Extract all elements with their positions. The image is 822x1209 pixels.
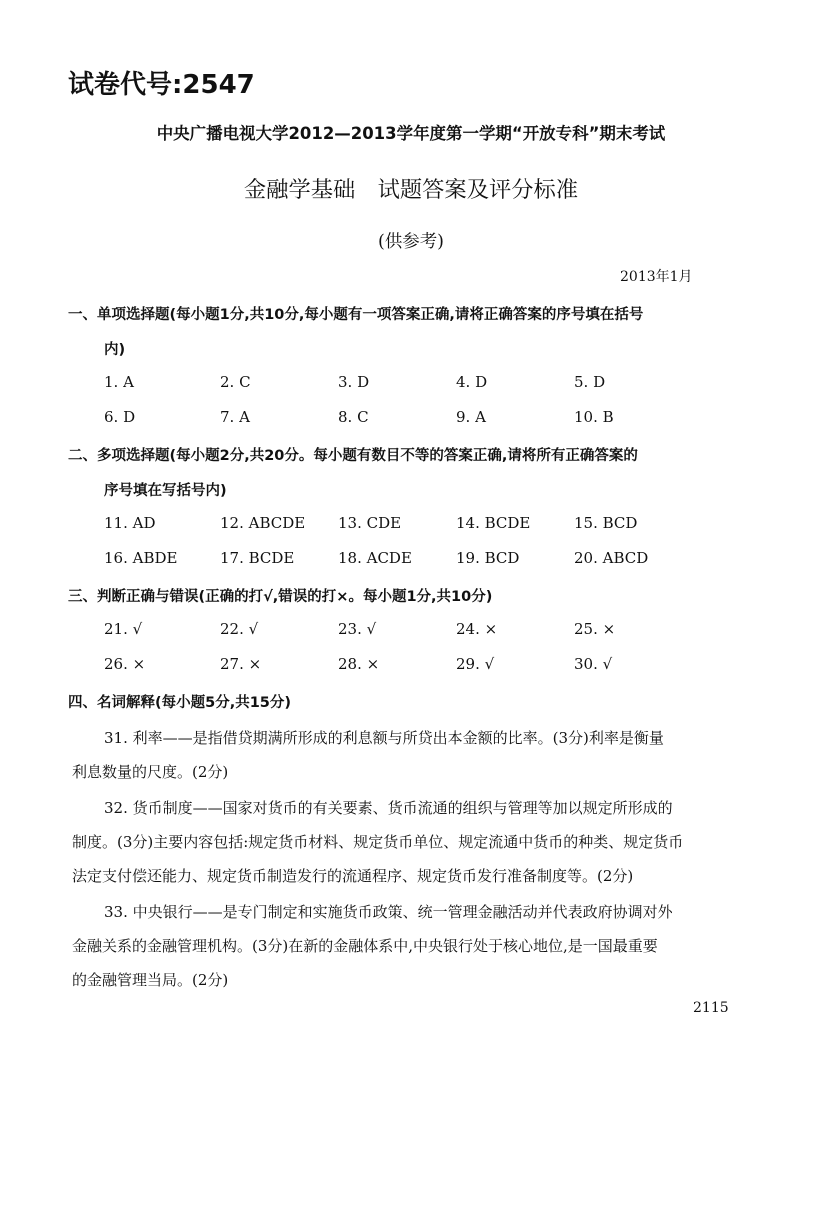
answer-cell: 7. A: [220, 408, 250, 426]
answer-cell: 4. D: [456, 373, 488, 391]
exam-date: 2013年1月: [620, 269, 693, 285]
definition-line: 31. 利率——是指借贷期满所形成的利息额与所贷出本金额的比率。(3分)利率是衡量: [104, 729, 664, 747]
section3-heading: 三、判断正确与错误(正确的打√,错误的打×。每小题1分,共10分): [68, 589, 493, 605]
answer-cell: 18. ACDE: [338, 549, 412, 567]
subject-title: 金融学基础 试题答案及评分标准: [243, 177, 579, 203]
answer-cell: 11. AD: [104, 514, 156, 532]
section2-heading-cont: 序号填在写括号内): [104, 483, 227, 499]
section2-heading: 二、多项选择题(每小题2分,共20分。每小题有数目不等的答案正确,请将所有正确答案的: [68, 448, 638, 464]
answer-cell: 29. √: [456, 655, 495, 673]
answer-cell: 16. ABDE: [104, 549, 178, 567]
answer-cell: 14. BCDE: [456, 514, 531, 532]
definition-line: 法定支付偿还能力、规定货币制造发行的流通程序、规定货币发行准备制度等。(2分): [72, 867, 634, 885]
definition-line: 32. 货币制度——国家对货币的有关要素、货币流通的组织与管理等加以规定所形成的: [104, 799, 673, 817]
answer-cell: 12. ABCDE: [220, 514, 306, 532]
answer-cell: 27. ×: [220, 655, 262, 673]
answer-cell: 3. D: [338, 373, 370, 391]
definition-line: 金融关系的金融管理机构。(3分)在新的金融体系中,中央银行处于核心地位,是一国最重要: [72, 937, 658, 955]
answer-cell: 13. CDE: [338, 514, 402, 532]
exam-title: 中央广播电视大学2012—2013学年度第一学期“开放专科”期末考试: [156, 124, 666, 143]
answer-cell: 17. BCDE: [220, 549, 295, 567]
answer-cell: 24. ×: [456, 620, 498, 638]
reference-note: (供参考): [378, 232, 444, 252]
definition-line: 制度。(3分)主要内容包括:规定货币材料、规定货币单位、规定流通中货币的种类、规定货币: [72, 833, 684, 851]
answer-cell: 20. ABCD: [574, 549, 649, 567]
answer-cell: 22. √: [220, 620, 259, 638]
answer-cell: 2. C: [220, 373, 251, 391]
answer-cell: 10. B: [574, 408, 614, 426]
paper-code: 试卷代号:2547: [68, 70, 255, 100]
definition-line: 33. 中央银行——是专门制定和实施货币政策、统一管理金融活动并代表政府协调对外: [104, 903, 673, 921]
section1-heading-cont: 内): [104, 342, 126, 358]
section4-heading: 四、名词解释(每小题5分,共15分): [68, 695, 292, 711]
answer-cell: 5. D: [574, 373, 606, 391]
answer-cell: 23. √: [338, 620, 377, 638]
answer-cell: 30. √: [574, 655, 613, 673]
answer-cell: 8. C: [338, 408, 369, 426]
answer-cell: 15. BCD: [574, 514, 638, 532]
definition-line: 利息数量的尺度。(2分): [72, 763, 229, 781]
definition-line: 的金融管理当局。(2分): [72, 971, 229, 989]
answer-cell: 19. BCD: [456, 549, 520, 567]
answer-cell: 1. A: [104, 373, 134, 391]
page-number: 2115: [693, 1000, 729, 1016]
answer-cell: 21. √: [104, 620, 143, 638]
answer-cell: 6. D: [104, 408, 136, 426]
answer-cell: 9. A: [456, 408, 486, 426]
answer-cell: 28. ×: [338, 655, 380, 673]
answer-cell: 26. ×: [104, 655, 146, 673]
answer-cell: 25. ×: [574, 620, 616, 638]
section1-heading: 一、单项选择题(每小题1分,共10分,每小题有一项答案正确,请将正确答案的序号填在括号: [68, 307, 644, 323]
